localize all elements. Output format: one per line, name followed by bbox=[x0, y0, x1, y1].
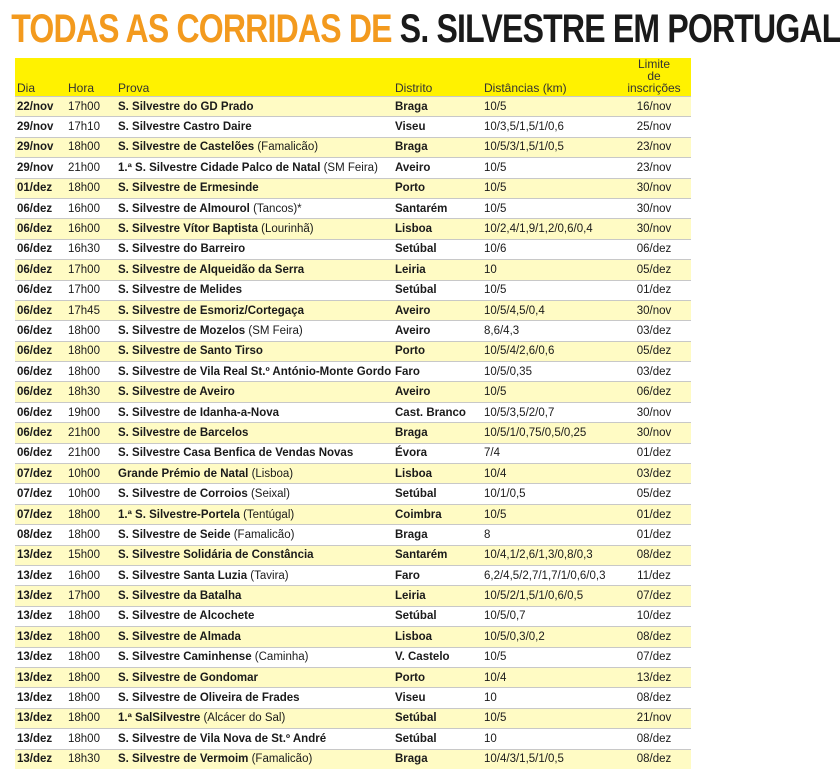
cell-distancias: 10/5/3/1,5/1/0,5 bbox=[482, 137, 617, 157]
cell-hora: 18h00 bbox=[66, 729, 116, 749]
table-row bbox=[15, 402, 691, 422]
prova-location: (Caminha) bbox=[251, 651, 309, 664]
cell-dia: 06/dez bbox=[15, 219, 66, 239]
cell-hora: 16h00 bbox=[66, 219, 116, 239]
cell-distrito: Coimbra bbox=[393, 504, 482, 524]
table-row bbox=[15, 423, 691, 443]
cell-limite: 01/dez bbox=[617, 443, 691, 463]
cell-distrito: Braga bbox=[393, 749, 482, 769]
cell-prova bbox=[116, 239, 393, 259]
prova-location: (Alcácer do Sal) bbox=[200, 712, 286, 725]
cell-distancias: 10/5/2/1,5/1/0,6/0,5 bbox=[482, 586, 617, 606]
cell-hora: 18h00 bbox=[66, 137, 116, 157]
prova-name: S. Silvestre de Castelões bbox=[118, 141, 255, 154]
cell-limite: 01/dez bbox=[617, 525, 691, 545]
prova-name: S. Silvestre do GD Prado bbox=[118, 100, 254, 113]
cell-distancias: 10/5/0,3/0,2 bbox=[482, 627, 617, 647]
cell-dia: 07/dez bbox=[15, 504, 66, 524]
prova-name: S. Silvestre Vítor Baptista bbox=[118, 223, 258, 236]
cell-hora: 18h00 bbox=[66, 321, 116, 341]
cell-hora: 17h00 bbox=[66, 586, 116, 606]
table-row bbox=[15, 198, 691, 218]
cell-prova bbox=[116, 178, 393, 198]
prova-name: S. Silvestre de Almada bbox=[118, 630, 241, 643]
cell-prova bbox=[116, 606, 393, 626]
prova-name: S. Silvestre de Vermoim bbox=[118, 753, 249, 766]
cell-distrito: Lisboa bbox=[393, 464, 482, 484]
cell-dia: 06/dez bbox=[15, 443, 66, 463]
cell-dia: 13/dez bbox=[15, 749, 66, 769]
cell-distrito: V. Castelo bbox=[393, 647, 482, 667]
prova-location: (SM Feira) bbox=[320, 161, 378, 174]
prova-name: S. Silvestre Caminhense bbox=[118, 651, 252, 664]
cell-distancias: 10/5 bbox=[482, 504, 617, 524]
title-part-orange: TODAS AS CORRIDAS DE bbox=[11, 7, 400, 51]
cell-hora: 16h30 bbox=[66, 239, 116, 259]
table-row bbox=[15, 464, 691, 484]
cell-distrito: Setúbal bbox=[393, 606, 482, 626]
cell-hora: 17h00 bbox=[66, 260, 116, 280]
cell-distrito: Viseu bbox=[393, 117, 482, 137]
cell-distancias: 10/4,1/2,6/1,3/0,8/0,3 bbox=[482, 545, 617, 565]
cell-hora: 18h00 bbox=[66, 708, 116, 728]
cell-limite: 07/dez bbox=[617, 586, 691, 606]
cell-prova bbox=[116, 300, 393, 320]
cell-distancias: 10/5 bbox=[482, 647, 617, 667]
header-distancias: Distâncias (km) bbox=[482, 58, 617, 97]
header-dia: Dia bbox=[15, 58, 66, 97]
cell-distancias: 10/5/0,7 bbox=[482, 606, 617, 626]
cell-limite: 05/dez bbox=[617, 341, 691, 361]
cell-distrito: Faro bbox=[393, 565, 482, 585]
cell-prova bbox=[116, 402, 393, 422]
cell-dia: 06/dez bbox=[15, 198, 66, 218]
cell-distancias: 10/5 bbox=[482, 158, 617, 178]
table-row bbox=[15, 300, 691, 320]
cell-limite: 23/nov bbox=[617, 137, 691, 157]
cell-prova bbox=[116, 219, 393, 239]
table-row bbox=[15, 321, 691, 341]
cell-limite: 23/nov bbox=[617, 158, 691, 178]
cell-dia: 06/dez bbox=[15, 402, 66, 422]
cell-dia: 29/nov bbox=[15, 137, 66, 157]
cell-distrito: Leiria bbox=[393, 586, 482, 606]
cell-prova bbox=[116, 586, 393, 606]
cell-dia: 13/dez bbox=[15, 729, 66, 749]
cell-distancias: 10/1/0,5 bbox=[482, 484, 617, 504]
cell-limite: 08/dez bbox=[617, 688, 691, 708]
cell-hora: 21h00 bbox=[66, 423, 116, 443]
cell-dia: 13/dez bbox=[15, 708, 66, 728]
cell-hora: 18h00 bbox=[66, 525, 116, 545]
cell-limite: 16/nov bbox=[617, 97, 691, 117]
table-row bbox=[15, 708, 691, 728]
cell-distancias: 10/2,4/1,9/1,2/0,6/0,4 bbox=[482, 219, 617, 239]
cell-prova bbox=[116, 137, 393, 157]
cell-limite: 11/dez bbox=[617, 565, 691, 585]
cell-prova bbox=[116, 117, 393, 137]
cell-prova bbox=[116, 627, 393, 647]
cell-hora: 17h00 bbox=[66, 97, 116, 117]
cell-distancias: 7/4 bbox=[482, 443, 617, 463]
header-distrito: Distrito bbox=[393, 58, 482, 97]
prova-name: Grande Prémio de Natal bbox=[118, 467, 249, 480]
cell-limite: 08/dez bbox=[617, 627, 691, 647]
cell-distrito: Braga bbox=[393, 97, 482, 117]
prova-location: (SM Feira) bbox=[245, 324, 303, 337]
cell-limite: 03/dez bbox=[617, 362, 691, 382]
table-row bbox=[15, 627, 691, 647]
cell-limite: 05/dez bbox=[617, 484, 691, 504]
cell-distancias: 10/5 bbox=[482, 382, 617, 402]
table-row bbox=[15, 504, 691, 524]
cell-prova bbox=[116, 749, 393, 769]
cell-limite: 30/nov bbox=[617, 198, 691, 218]
cell-dia: 13/dez bbox=[15, 586, 66, 606]
cell-distancias: 8 bbox=[482, 525, 617, 545]
cell-hora: 16h00 bbox=[66, 198, 116, 218]
cell-distancias: 10/5 bbox=[482, 708, 617, 728]
table-row bbox=[15, 647, 691, 667]
cell-prova bbox=[116, 97, 393, 117]
cell-distancias: 10/5/3,5/2/0,7 bbox=[482, 402, 617, 422]
prova-name: S. Silvestre de Alqueidão da Serra bbox=[118, 263, 305, 276]
table-row bbox=[15, 97, 691, 117]
cell-dia: 08/dez bbox=[15, 525, 66, 545]
cell-hora: 18h00 bbox=[66, 627, 116, 647]
header-prova: Prova bbox=[116, 58, 393, 97]
prova-name: S. Silvestre de Vila Real St.º António-Monte Gordo bbox=[118, 365, 392, 378]
cell-hora: 18h00 bbox=[66, 341, 116, 361]
cell-distancias: 10/3,5/1,5/1/0,6 bbox=[482, 117, 617, 137]
cell-distancias: 10/6 bbox=[482, 239, 617, 259]
cell-limite: 30/nov bbox=[617, 423, 691, 443]
cell-hora: 18h00 bbox=[66, 606, 116, 626]
cell-prova bbox=[116, 708, 393, 728]
cell-prova bbox=[116, 647, 393, 667]
prova-name: S. Silvestre de Almourol bbox=[118, 202, 250, 215]
cell-distrito: Santarém bbox=[393, 545, 482, 565]
prova-location: (Tancos)* bbox=[249, 202, 302, 215]
cell-hora: 10h00 bbox=[66, 484, 116, 504]
cell-hora: 18h30 bbox=[66, 749, 116, 769]
prova-name: S. Silvestre de Alcochete bbox=[118, 610, 255, 623]
cell-hora: 18h00 bbox=[66, 647, 116, 667]
cell-dia: 13/dez bbox=[15, 647, 66, 667]
cell-hora: 15h00 bbox=[66, 545, 116, 565]
prova-name: S. Silvestre de Corroios bbox=[118, 488, 248, 501]
cell-limite: 07/dez bbox=[617, 647, 691, 667]
cell-distrito: Santarém bbox=[393, 198, 482, 218]
prova-name: S. Silvestre de Mozelos bbox=[118, 324, 246, 337]
cell-dia: 06/dez bbox=[15, 362, 66, 382]
cell-limite: 03/dez bbox=[617, 464, 691, 484]
cell-distancias: 10/5/4/2,6/0,6 bbox=[482, 341, 617, 361]
cell-limite: 30/nov bbox=[617, 300, 691, 320]
cell-distrito: Faro bbox=[393, 362, 482, 382]
cell-limite: 13/dez bbox=[617, 667, 691, 687]
cell-distrito: Setúbal bbox=[393, 280, 482, 300]
cell-limite: 30/nov bbox=[617, 402, 691, 422]
cell-prova bbox=[116, 341, 393, 361]
table-row bbox=[15, 117, 691, 137]
cell-distrito: Setúbal bbox=[393, 239, 482, 259]
table-row bbox=[15, 586, 691, 606]
cell-limite: 08/dez bbox=[617, 545, 691, 565]
cell-distancias: 10/4 bbox=[482, 464, 617, 484]
cell-hora: 16h00 bbox=[66, 565, 116, 585]
header-hora: Hora bbox=[66, 58, 116, 97]
cell-prova bbox=[116, 464, 393, 484]
cell-limite: 21/nov bbox=[617, 708, 691, 728]
cell-dia: 06/dez bbox=[15, 280, 66, 300]
cell-hora: 18h30 bbox=[66, 382, 116, 402]
cell-distancias: 8,6/4,3 bbox=[482, 321, 617, 341]
prova-location: (Lourinhã) bbox=[257, 223, 314, 236]
prova-name: S. Silvestre de Idanha-a-Nova bbox=[118, 406, 280, 419]
cell-hora: 18h00 bbox=[66, 178, 116, 198]
cell-distrito: Viseu bbox=[393, 688, 482, 708]
cell-hora: 17h00 bbox=[66, 280, 116, 300]
table-row bbox=[15, 545, 691, 565]
cell-distancias: 10 bbox=[482, 688, 617, 708]
prova-name: 1.ª SalSilvestre bbox=[118, 712, 201, 725]
cell-dia: 06/dez bbox=[15, 423, 66, 443]
prova-location: (Famalicão) bbox=[254, 141, 319, 154]
title-part-black: S. SILVESTRE EM PORTUGAL bbox=[399, 7, 840, 51]
cell-prova bbox=[116, 729, 393, 749]
prova-location: (Tentúgal) bbox=[239, 508, 295, 521]
cell-limite: 01/dez bbox=[617, 504, 691, 524]
cell-distancias: 10 bbox=[482, 260, 617, 280]
cell-limite: 03/dez bbox=[617, 321, 691, 341]
cell-limite: 08/dez bbox=[617, 729, 691, 749]
cell-limite: 06/dez bbox=[617, 239, 691, 259]
cell-limite: 25/nov bbox=[617, 117, 691, 137]
cell-prova bbox=[116, 443, 393, 463]
table-row bbox=[15, 158, 691, 178]
table-row bbox=[15, 362, 691, 382]
cell-hora: 18h00 bbox=[66, 667, 116, 687]
cell-hora: 17h45 bbox=[66, 300, 116, 320]
cell-dia: 06/dez bbox=[15, 382, 66, 402]
cell-hora: 10h00 bbox=[66, 464, 116, 484]
prova-name: S. Silvestre Santa Luzia bbox=[118, 569, 248, 582]
cell-dia: 07/dez bbox=[15, 484, 66, 504]
table-row bbox=[15, 280, 691, 300]
cell-limite: 08/dez bbox=[617, 749, 691, 769]
cell-dia: 01/dez bbox=[15, 178, 66, 198]
table-row bbox=[15, 137, 691, 157]
cell-distancias: 10/5 bbox=[482, 280, 617, 300]
cell-distancias: 10/5 bbox=[482, 178, 617, 198]
cell-distrito: Leiria bbox=[393, 260, 482, 280]
prova-name: S. Silvestre de Gondomar bbox=[118, 671, 258, 684]
cell-dia: 06/dez bbox=[15, 260, 66, 280]
cell-hora: 19h00 bbox=[66, 402, 116, 422]
prova-name: S. Silvestre de Seide bbox=[118, 528, 231, 541]
cell-limite: 05/dez bbox=[617, 260, 691, 280]
table-row bbox=[15, 219, 691, 239]
cell-dia: 22/nov bbox=[15, 97, 66, 117]
cell-hora: 21h00 bbox=[66, 158, 116, 178]
cell-dia: 06/dez bbox=[15, 341, 66, 361]
cell-dia: 06/dez bbox=[15, 239, 66, 259]
cell-distrito: Setúbal bbox=[393, 484, 482, 504]
cell-prova bbox=[116, 362, 393, 382]
cell-prova bbox=[116, 525, 393, 545]
prova-name: S. Silvestre Solidária de Constância bbox=[118, 549, 314, 562]
prova-name: S. Silvestre de Aveiro bbox=[118, 386, 235, 399]
cell-limite: 01/dez bbox=[617, 280, 691, 300]
cell-distrito: Aveiro bbox=[393, 382, 482, 402]
cell-prova bbox=[116, 688, 393, 708]
cell-prova bbox=[116, 260, 393, 280]
cell-hora: 17h10 bbox=[66, 117, 116, 137]
cell-limite: 06/dez bbox=[617, 382, 691, 402]
cell-hora: 18h00 bbox=[66, 362, 116, 382]
cell-distrito: Aveiro bbox=[393, 300, 482, 320]
cell-dia: 13/dez bbox=[15, 688, 66, 708]
cell-distancias: 10/5/0,35 bbox=[482, 362, 617, 382]
table-row bbox=[15, 749, 691, 769]
cell-distancias: 10/4 bbox=[482, 667, 617, 687]
cell-prova bbox=[116, 280, 393, 300]
cell-distrito: Porto bbox=[393, 667, 482, 687]
prova-name: 1.ª S. Silvestre Cidade Palco de Natal bbox=[118, 161, 321, 174]
cell-prova bbox=[116, 158, 393, 178]
cell-dia: 13/dez bbox=[15, 667, 66, 687]
table-row bbox=[15, 382, 691, 402]
prova-name: S. Silvestre de Barcelos bbox=[118, 426, 249, 439]
cell-distrito: Aveiro bbox=[393, 158, 482, 178]
cell-distancias: 10/5/4,5/0,4 bbox=[482, 300, 617, 320]
cell-distancias: 6,2/4,5/2,7/1,7/1/0,6/0,3 bbox=[482, 565, 617, 585]
prova-name: S. Silvestre da Batalha bbox=[118, 590, 242, 603]
table-header bbox=[15, 58, 691, 97]
cell-prova bbox=[116, 321, 393, 341]
cell-dia: 06/dez bbox=[15, 300, 66, 320]
table-row bbox=[15, 667, 691, 687]
cell-prova bbox=[116, 504, 393, 524]
table-row bbox=[15, 729, 691, 749]
table-row bbox=[15, 239, 691, 259]
prova-name: S. Silvestre de Oliveira de Frades bbox=[118, 692, 300, 705]
prova-name: 1.ª S. Silvestre-Portela bbox=[118, 508, 240, 521]
prova-name: S. Silvestre de Esmoriz/Cortegaça bbox=[118, 304, 304, 317]
cell-distrito: Lisboa bbox=[393, 627, 482, 647]
table-row bbox=[15, 260, 691, 280]
cell-distrito: Porto bbox=[393, 178, 482, 198]
table-row bbox=[15, 484, 691, 504]
cell-distrito: Braga bbox=[393, 137, 482, 157]
cell-distancias: 10/5 bbox=[482, 97, 617, 117]
cell-distrito: Braga bbox=[393, 525, 482, 545]
cell-distancias: 10/5 bbox=[482, 198, 617, 218]
cell-distrito: Lisboa bbox=[393, 219, 482, 239]
prova-name: S. Silvestre de Melides bbox=[118, 284, 243, 297]
prova-location: (Tavira) bbox=[247, 569, 289, 582]
cell-hora: 21h00 bbox=[66, 443, 116, 463]
cell-prova bbox=[116, 667, 393, 687]
prova-location: (Lisboa) bbox=[248, 467, 294, 480]
cell-distancias: 10/4/3/1,5/1/0,5 bbox=[482, 749, 617, 769]
cell-dia: 07/dez bbox=[15, 464, 66, 484]
cell-distrito: Setúbal bbox=[393, 708, 482, 728]
cell-distrito: Porto bbox=[393, 341, 482, 361]
cell-distancias: 10 bbox=[482, 729, 617, 749]
table-row bbox=[15, 688, 691, 708]
prova-name: S. Silvestre Casa Benfica de Vendas Novas bbox=[118, 447, 354, 460]
prova-name: S. Silvestre Castro Daire bbox=[118, 121, 252, 134]
header-limite bbox=[617, 58, 691, 97]
races-table bbox=[15, 58, 691, 769]
prova-name: S. Silvestre de Vila Nova de St.º André bbox=[118, 732, 327, 745]
cell-distancias: 10/5/1/0,75/0,5/0,25 bbox=[482, 423, 617, 443]
cell-distrito: Évora bbox=[393, 443, 482, 463]
cell-prova bbox=[116, 565, 393, 585]
cell-hora: 18h00 bbox=[66, 688, 116, 708]
cell-distrito: Aveiro bbox=[393, 321, 482, 341]
cell-dia: 06/dez bbox=[15, 321, 66, 341]
prova-location: (Seixal) bbox=[247, 488, 290, 501]
cell-dia: 29/nov bbox=[15, 117, 66, 137]
header-limite-line2: de inscrições bbox=[627, 69, 681, 95]
table-row bbox=[15, 178, 691, 198]
cell-dia: 13/dez bbox=[15, 627, 66, 647]
prova-name: S. Silvestre de Ermesinde bbox=[118, 182, 259, 195]
cell-distrito: Cast. Branco bbox=[393, 402, 482, 422]
table-row bbox=[15, 606, 691, 626]
cell-distrito: Braga bbox=[393, 423, 482, 443]
cell-dia: 13/dez bbox=[15, 606, 66, 626]
table-row bbox=[15, 341, 691, 361]
cell-limite: 30/nov bbox=[617, 219, 691, 239]
header-limite-line1: Limite bbox=[637, 57, 670, 71]
table-row bbox=[15, 565, 691, 585]
page-title bbox=[0, 0, 840, 58]
cell-prova bbox=[116, 545, 393, 565]
table-row bbox=[15, 443, 691, 463]
cell-limite: 30/nov bbox=[617, 178, 691, 198]
cell-limite: 10/dez bbox=[617, 606, 691, 626]
cell-prova bbox=[116, 382, 393, 402]
cell-prova bbox=[116, 484, 393, 504]
cell-prova bbox=[116, 423, 393, 443]
cell-hora: 18h00 bbox=[66, 504, 116, 524]
prova-location: (Famalicão) bbox=[230, 528, 295, 541]
prova-location: (Famalicão) bbox=[248, 753, 313, 766]
cell-distrito: Setúbal bbox=[393, 729, 482, 749]
table-row bbox=[15, 525, 691, 545]
cell-dia: 13/dez bbox=[15, 565, 66, 585]
prova-name: S. Silvestre do Barreiro bbox=[118, 243, 246, 256]
cell-dia: 13/dez bbox=[15, 545, 66, 565]
cell-dia: 29/nov bbox=[15, 158, 66, 178]
cell-prova bbox=[116, 198, 393, 218]
prova-name: S. Silvestre de Santo Tirso bbox=[118, 345, 263, 358]
